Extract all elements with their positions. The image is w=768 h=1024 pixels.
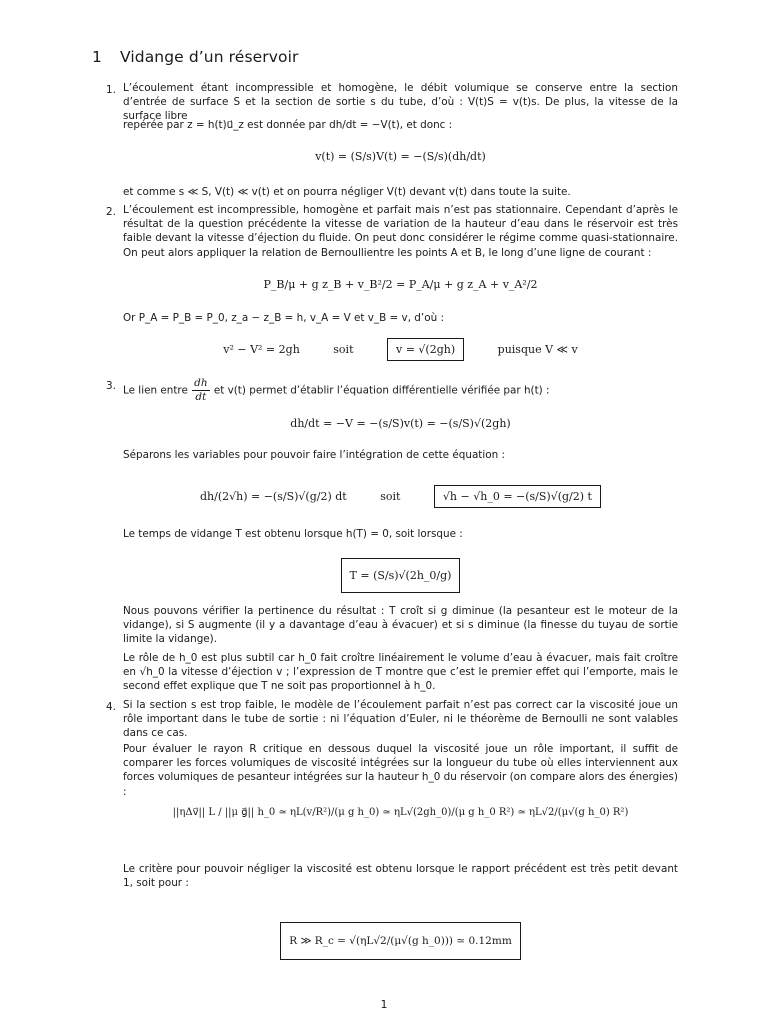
item-number-2: 2. (106, 206, 116, 218)
item-3-equation-1: dh/dt = −V = −(s/S)v(t) = −(s/S)√(2gh) (290, 417, 511, 430)
item-3-eq3-boxed-result: T = (S/s)√(2h_0/g) (341, 558, 461, 593)
item-4-eq2-boxed-result: R ≫ R_c = √(ηL√2/(μ√(g h_0))) ≃ 0.12mm (280, 922, 521, 960)
item-2-eq2-right: puisque V ≪ v (497, 343, 578, 356)
item-3-paragraph-4: Nous pouvons vérifier la pertinence du résultat : T croît si g diminue (la pesanteur est le moteur de la vidange), si S augmente (il y a davantage d’eau à évacuer) et si s diminue (la finesse du tuyau de sortie limite la vidange). (123, 605, 678, 646)
item-1-paragraph-2: et comme s ≪ S, V(t) ≪ v(t) et on pourra négliger V(t) devant v(t) dans toute la suite. (123, 186, 571, 198)
item-4-paragraph-2: Pour évaluer le rayon R critique en dessous duquel la viscosité joue un rôle important, il suffit de comparer les forces volumiques de viscosité intégrées sur la longueur du tube où elles interviennent aux forces volumiques de pesanteur intégrées sur la hauteur h_0 du réservoir (on compare alors des énergies) : (123, 743, 678, 798)
item-2-equation-1: P_B/μ + g z_B + v_B²/2 = P_A/μ + g z_A + v_A²/2 (263, 278, 538, 291)
item-2-equation-2 (123, 338, 678, 361)
section-number: 1 (92, 48, 102, 66)
page-number: 1 (380, 998, 388, 1011)
item-3-dhdt-fraction: $\frac{dh}{dt}$ (194, 377, 208, 403)
item-2-paragraph-2: Or P_A = P_B = P_0, z_a − z_B = h, v_A = V et v_B = v, d’où : (123, 312, 444, 324)
item-number-4: 4. (106, 701, 116, 713)
item-2-eq2-soit: soit (333, 343, 354, 356)
item-3-paragraph-5: Le rôle de h_0 est plus subtil car h_0 fait croître linéairement le volume d’eau à évacuer, mais fait croître en √h_0 la vitesse d’éjection v ; l’expression de T montre que c’est le premier effet qui l’emporte, mais le second effet explique que T ne soit pas proportionnel à h_0. (123, 652, 678, 693)
item-1-equation-1: v(t) = (S/s)V(t) = −(S/s)(dh/dt) (315, 150, 486, 163)
item-2-eq2-boxed-result: v = √(2gh) (387, 338, 464, 361)
item-3-equation-3 (123, 558, 678, 593)
item-1-paragraph-1b: repérée par z = h(t)u⃗_z est donnée par dh/dt = −V(t), et donc : (123, 119, 453, 131)
item-4-paragraph-3: Le critère pour pouvoir négliger la viscosité est obtenu lorsque le rapport précédent est très petit devant 1, soit pour : (123, 863, 678, 890)
item-3-p1-start: Le lien entre (123, 384, 188, 397)
item-number-1: 1. (106, 84, 116, 96)
item-3-eq2-left: dh/(2√h) = −(s/S)√(g/2) dt (200, 490, 347, 503)
item-number-3: 3. (106, 380, 116, 392)
item-4-equation-2 (123, 922, 678, 960)
item-3-paragraph-2: Séparons les variables pour pouvoir faire l’intégration de cette équation : (123, 449, 506, 461)
item-4-equation-1: ||ηΔv⃗|| L / ||μ g⃗|| h_0 ≃ ηL(v/R²)/(μ g h_0) ≃ ηL√(2gh_0)/(μ g h_0 R²) ≃ ηL√2/(μ√(g h_0) R²) (172, 807, 629, 818)
section-title (92, 48, 298, 66)
item-3-paragraph-3: Le temps de vidange T est obtenu lorsque h(T) = 0, soit lorsque : (123, 528, 463, 540)
item-2-paragraph-1: L’écoulement est incompressible, homogène et parfait mais n’est pas stationnaire. Cependant d’après le résultat de la question précédente la vitesse de variation de la hauteur d’eau dans le réservoir est très faible devant la vitesse d’éjection du fluide. On peut donc considérer le régime comme quasi-stationnaire. On peut alors appliquer la relation de Bernoullientre les points A et B, le long d’une ligne de courant : (123, 204, 678, 259)
item-3-eq2-boxed-result: √h − √h_0 = −(s/S)√(g/2) t (434, 485, 601, 508)
item-3-paragraph-1 (123, 377, 678, 404)
item-3-equation-2 (123, 485, 678, 508)
item-3-eq2-soit: soit (380, 490, 401, 503)
item-3-p1-end: et v(t) permet d’établir l’équation différentielle vérifiée par h(t) : (213, 384, 550, 397)
item-1-paragraph-1: L’écoulement étant incompressible et homogène, le débit volumique se conserve entre la section d’entrée de surface S et la section de sortie s du tube, d’où : V(t)S = v(t)s. De plus, la vitesse de la surface libre (123, 82, 678, 123)
item-4-paragraph-1: Si la section s est trop faible, le modèle de l’écoulement parfait n’est pas correct car la viscosité joue un rôle important dans le tube de sortie : ni l’équation d’Euler, ni le théorème de Bernoulli ne sont valables dans ce cas. (123, 699, 678, 740)
item-2-eq2-left: v² − V² = 2gh (223, 343, 300, 356)
section-title-text: Vidange d’un réservoir (120, 48, 299, 66)
